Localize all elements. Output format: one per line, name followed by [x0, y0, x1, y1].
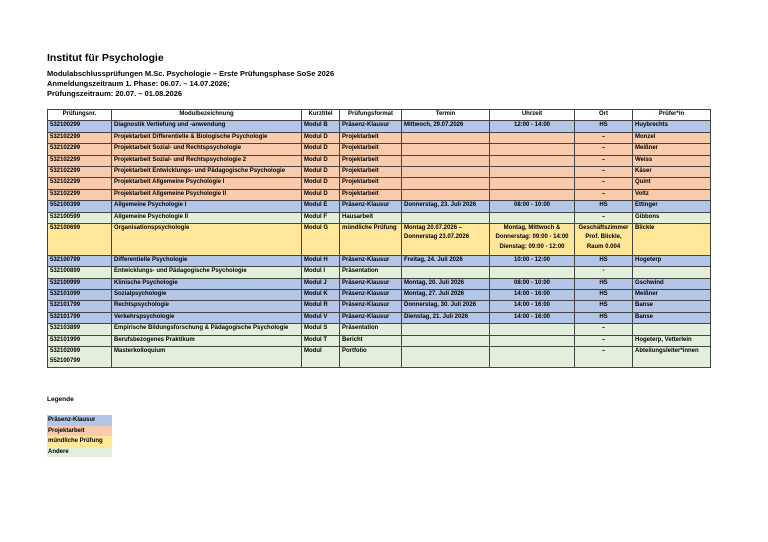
cell-date: Mittwoch, 29.07.2026	[402, 121, 490, 132]
cell-time	[490, 335, 575, 346]
table-row	[48, 312, 711, 323]
legend-item: Präsenz-Klausur	[47, 415, 112, 426]
cell-module-name: Projektarbeit Sozial- und Rechtspsychologie 2	[112, 155, 302, 166]
cell-examiner: Käser	[633, 166, 711, 177]
table-row	[48, 121, 711, 132]
cell-short-title: Modul D	[302, 155, 340, 166]
cell-location: HS	[575, 255, 633, 266]
cell-exam-number: 532101999	[48, 335, 112, 346]
column-header-location: Ort	[575, 110, 633, 121]
cell-module-name: Projektarbeit Allgemeine Psychologie II	[112, 189, 302, 200]
legend-item: Andere	[47, 447, 112, 458]
cell-time	[490, 347, 575, 368]
cell-date: Freitag, 24. Juli 2026	[402, 255, 490, 266]
cell-examiner: Quint	[633, 178, 711, 189]
cell-module-name: Organisationspsychologie	[112, 223, 302, 255]
cell-exam-number: 532103899	[48, 324, 112, 335]
cell-examiner: Abteilungsleiter*innen	[633, 347, 711, 368]
cell-examiner	[633, 324, 711, 335]
cell-short-title: Modul B	[302, 121, 340, 132]
table-row	[48, 267, 711, 278]
cell-exam-format: Präsenz-Klausur	[340, 255, 402, 266]
cell-location: –	[575, 144, 633, 155]
cell-time: 10:00 - 12:00	[490, 255, 575, 266]
cell-module-name: Empirische Bildungsforschung & Pädagogische Psychologie	[112, 324, 302, 335]
cell-exam-number: 532100599	[48, 212, 112, 223]
exam-period: Prüfungszeitraum: 20.07. – 01.08.2026	[47, 89, 183, 98]
cell-short-title: Modul J	[302, 278, 340, 289]
table-row	[48, 347, 711, 368]
cell-short-title: Modul T	[302, 335, 340, 346]
table-row	[48, 189, 711, 200]
legend-item: Projektarbeit	[47, 426, 112, 437]
cell-examiner: Hogeterp, Vetterlein	[633, 335, 711, 346]
table-row	[48, 223, 711, 255]
cell-exam-format: Projektarbeit	[340, 166, 402, 177]
cell-date: Dienstag, 21. Juli 2026	[402, 312, 490, 323]
cell-examiner	[633, 267, 711, 278]
column-header-date: Termin	[402, 110, 490, 121]
cell-date	[402, 189, 490, 200]
cell-module-name: Projektarbeit Entwicklungs- und Pädagogische Psychologie	[112, 166, 302, 177]
column-header-module-name: Modulbezeichnung	[112, 110, 302, 121]
cell-module-name: Sozialpsychologie	[112, 290, 302, 301]
cell-date	[402, 155, 490, 166]
cell-short-title: Modul D	[302, 132, 340, 143]
cell-location: –	[575, 324, 633, 335]
cell-date: Montag, 20. Juli 2026	[402, 278, 490, 289]
cell-exam-format: Hausarbeit	[340, 212, 402, 223]
cell-exam-number: 532102299	[48, 144, 112, 155]
cell-time: 14:00 - 16:00	[490, 312, 575, 323]
table-row	[48, 201, 711, 212]
cell-short-title: Modul K	[302, 290, 340, 301]
table-row	[48, 144, 711, 155]
cell-module-name: Entwicklungs- und Pädagogische Psychologie	[112, 267, 302, 278]
table-row	[48, 278, 711, 289]
cell-module-name: Projektarbeit Differentielle & Biologische Psychologie	[112, 132, 302, 143]
cell-time	[490, 324, 575, 335]
cell-time	[490, 144, 575, 155]
cell-time	[490, 155, 575, 166]
cell-exam-format: Präsentation	[340, 324, 402, 335]
cell-exam-number: 532102099 552100799	[48, 347, 112, 368]
cell-exam-number: 532102299	[48, 132, 112, 143]
cell-short-title: Modul F	[302, 212, 340, 223]
cell-exam-number: 532102299	[48, 178, 112, 189]
cell-time: 14:00 - 16:00	[490, 301, 575, 312]
table-row	[48, 155, 711, 166]
cell-exam-number: 532102299	[48, 155, 112, 166]
cell-module-name: Diagnostik Vertiefung und -anwendung	[112, 121, 302, 132]
cell-exam-number: 532101799	[48, 312, 112, 323]
table-row	[48, 178, 711, 189]
cell-exam-format: Präsentation	[340, 267, 402, 278]
cell-short-title: Modul G	[302, 223, 340, 255]
table-row	[48, 335, 711, 346]
cell-location: HS	[575, 121, 633, 132]
table-row	[48, 324, 711, 335]
cell-exam-format: Präsenz-Klausur	[340, 312, 402, 323]
cell-exam-format: Präsenz-Klausur	[340, 278, 402, 289]
cell-location: –	[575, 335, 633, 346]
cell-time	[490, 166, 575, 177]
legend-title: Legende	[47, 396, 74, 403]
table-row	[48, 301, 711, 312]
cell-module-name: Projektarbeit Sozial- und Rechtspsychologie	[112, 144, 302, 155]
column-header-time: Uhrzeit	[490, 110, 575, 121]
cell-location: HS	[575, 278, 633, 289]
cell-exam-format: Präsenz-Klausur	[340, 121, 402, 132]
cell-short-title: Modul S	[302, 324, 340, 335]
cell-short-title: Modul D	[302, 178, 340, 189]
cell-location: HS	[575, 301, 633, 312]
cell-examiner: Voltz	[633, 189, 711, 200]
cell-examiner: Gibbons	[633, 212, 711, 223]
cell-date	[402, 347, 490, 368]
cell-time: 14:00 - 16:00	[490, 290, 575, 301]
cell-exam-format: Projektarbeit	[340, 144, 402, 155]
cell-exam-format: Bericht	[340, 335, 402, 346]
column-header-exam-format: Prüfungsformat	[340, 110, 402, 121]
institute-title: Institut für Psychologie	[47, 52, 164, 64]
cell-location: –	[575, 347, 633, 368]
cell-location: HS	[575, 290, 633, 301]
cell-exam-number: 532100299	[48, 121, 112, 132]
cell-exam-format: Präsenz-Klausur	[340, 290, 402, 301]
cell-short-title: Modul E	[302, 201, 340, 212]
column-header-exam-number: Prüfungsnr.	[48, 110, 112, 121]
cell-examiner: Ettinger	[633, 201, 711, 212]
cell-module-name: Allgemeine Psychologie I	[112, 201, 302, 212]
cell-exam-format: Portfolio	[340, 347, 402, 368]
cell-module-name: Masterkolloquium	[112, 347, 302, 368]
cell-location: –	[575, 178, 633, 189]
cell-time	[490, 132, 575, 143]
cell-date	[402, 178, 490, 189]
cell-examiner: Gschwind	[633, 278, 711, 289]
cell-location: HS	[575, 312, 633, 323]
table-row	[48, 166, 711, 177]
cell-examiner: Huybrechts	[633, 121, 711, 132]
cell-time: 08:00 - 10:00	[490, 201, 575, 212]
cell-location: HS	[575, 201, 633, 212]
legend-item: mündliche Prüfung	[47, 436, 112, 447]
table-header-row	[48, 110, 711, 121]
cell-date: Montag 20.07.2026 – Donnerstag 23.07.2026	[402, 223, 490, 255]
cell-exam-format: Präsenz-Klausur	[340, 301, 402, 312]
cell-exam-number: 532100699	[48, 223, 112, 255]
cell-time: Montag, Mittwoch & Donnerstag: 09:00 - 14:00 Dienstag: 09:00 - 12:00	[490, 223, 575, 255]
cell-short-title: Modul H	[302, 255, 340, 266]
cell-time: 08:00 - 10:00	[490, 278, 575, 289]
cell-short-title: Modul D	[302, 144, 340, 155]
cell-examiner: Meißner	[633, 290, 711, 301]
table-row	[48, 255, 711, 266]
cell-date	[402, 166, 490, 177]
cell-location: -	[575, 267, 633, 278]
cell-examiner: Hogeterp	[633, 255, 711, 266]
cell-location: Geschäftszimmer Prof. Blickle, Raum 0.004	[575, 223, 633, 255]
cell-date: Montag, 27. Juli 2026	[402, 290, 490, 301]
cell-exam-number: 552100399	[48, 201, 112, 212]
column-header-examiner: Prüfer*in	[633, 110, 711, 121]
cell-exam-format: Projektarbeit	[340, 178, 402, 189]
table-row	[48, 290, 711, 301]
cell-location: –	[575, 212, 633, 223]
cell-time	[490, 178, 575, 189]
legend	[47, 396, 112, 457]
cell-short-title: Modul I	[302, 267, 340, 278]
cell-exam-format: Präsenz-Klausur	[340, 201, 402, 212]
cell-module-name: Rechtspsychologie	[112, 301, 302, 312]
cell-examiner: Meißner	[633, 144, 711, 155]
cell-exam-format: Projektarbeit	[340, 155, 402, 166]
cell-short-title: Modul R	[302, 301, 340, 312]
cell-exam-format: mündliche Prüfung	[340, 223, 402, 255]
cell-exam-number: 532101099	[48, 290, 112, 301]
cell-location: –	[575, 189, 633, 200]
cell-exam-number: 532100799	[48, 255, 112, 266]
cell-short-title: Modul V	[302, 312, 340, 323]
column-header-short-title: Kurztitel	[302, 110, 340, 121]
cell-exam-format: Projektarbeit	[340, 132, 402, 143]
cell-examiner: Weiss	[633, 155, 711, 166]
cell-exam-format: Projektarbeit	[340, 189, 402, 200]
cell-short-title: Modul D	[302, 166, 340, 177]
cell-date	[402, 144, 490, 155]
cell-location: –	[575, 166, 633, 177]
cell-exam-number: 532102299	[48, 189, 112, 200]
cell-module-name: Verkehrspsychologie	[112, 312, 302, 323]
table-row	[48, 212, 711, 223]
cell-date: Donnerstag, 30. Juli 2026	[402, 301, 490, 312]
cell-short-title: Modul D	[302, 189, 340, 200]
cell-date	[402, 132, 490, 143]
cell-exam-number: 532100999	[48, 278, 112, 289]
cell-date	[402, 335, 490, 346]
cell-module-name: Differentielle Psychologie	[112, 255, 302, 266]
cell-date	[402, 212, 490, 223]
registration-period: Anmeldungszeitraum 1. Phase: 06.07. – 14.07.2026;	[47, 79, 230, 88]
cell-short-title: Modul	[302, 347, 340, 368]
table-row	[48, 132, 711, 143]
cell-module-name: Berufsbezogenes Praktikum	[112, 335, 302, 346]
cell-date	[402, 267, 490, 278]
cell-module-name: Allgemeine Psychologie II	[112, 212, 302, 223]
cell-examiner: Blickle	[633, 223, 711, 255]
cell-examiner: Monzel	[633, 132, 711, 143]
cell-examiner: Banse	[633, 301, 711, 312]
cell-date	[402, 324, 490, 335]
cell-location: –	[575, 132, 633, 143]
document-subtitle: Modulabschlussprüfungen M.Sc. Psychologie – Erste Prüfungsphase SoSe 2026	[47, 69, 335, 78]
cell-module-name: Projektarbeit Allgemeine Psychologie I	[112, 178, 302, 189]
cell-exam-number: 532101799	[48, 301, 112, 312]
cell-date: Donnerstag, 23. Juli 2026	[402, 201, 490, 212]
cell-time: 12:00 - 14:00	[490, 121, 575, 132]
cell-time	[490, 189, 575, 200]
cell-time	[490, 212, 575, 223]
cell-exam-number: 532100899	[48, 267, 112, 278]
document-header	[47, 52, 334, 99]
cell-time	[490, 267, 575, 278]
cell-module-name: Klinische Psychologie	[112, 278, 302, 289]
exam-schedule-table	[47, 109, 711, 368]
cell-examiner: Banse	[633, 312, 711, 323]
cell-exam-number: 532102299	[48, 166, 112, 177]
cell-location: –	[575, 155, 633, 166]
